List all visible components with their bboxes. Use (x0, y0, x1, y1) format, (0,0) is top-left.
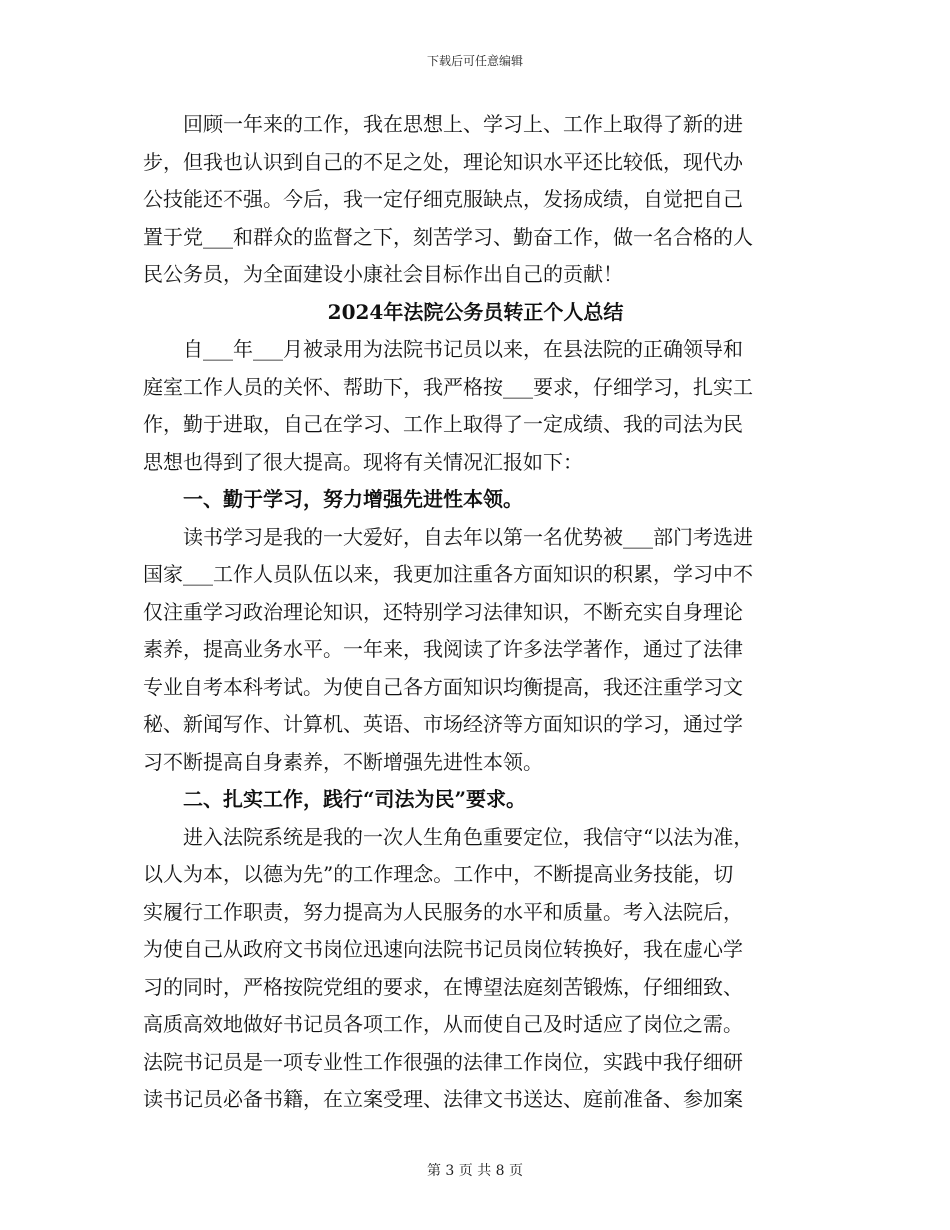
text-line: 思想也得到了很大提高。现将有关情况汇报如下： (143, 449, 583, 474)
document-body (143, 106, 808, 1119)
text-line: 公技能还不强。今后，我一定仔细克服缺点，发扬成绩，自觉把自己 (143, 187, 743, 211)
text-line: 为使自己从政府文书岗位迅速向法院书记员岗位转换好，我在虚心学 (143, 937, 743, 961)
text-line: 作，勤于进取，自己在学习、工作上取得了一定成绩、我的司法为民 (143, 412, 743, 436)
text-line: 国家___工作人员队伍以来，我更加注重各方面知识的积累，学习中不 (143, 562, 753, 586)
text-line: 步，但我也认识到自己的不足之处，理论知识水平还比较低，现代办 (143, 149, 743, 174)
text-line: 读书记员必备书籍，在立案受理、法律文书送达、庭前准备、参加案 (143, 1087, 743, 1111)
text-line: 素养，提高业务水平。一年来，我阅读了许多法学著作，通过了法律 (143, 637, 743, 661)
text-line: 庭室工作人员的关怀、帮助下，我严格按___要求，仔细学习，扎实工 (143, 374, 753, 399)
section-2-paragraph (143, 819, 808, 1119)
text-line: 仅注重学习政治理论知识，还特别学习法律知识，不断充实自身理论 (143, 599, 743, 624)
section-heading-2: 二、扎实工作，践行“司法为民”要求。 (183, 787, 527, 811)
text-line: 置于党___和群众的监督之下，刻苦学习、勤奋工作，做一名合格的人 (143, 224, 753, 249)
text-line: 高质高效地做好书记员各项工作，从而使自己及时适应了岗位之需。 (143, 1012, 743, 1036)
text-line: 民公务员，为全面建设小康社会目标作出自己的贡献！ (143, 262, 623, 286)
text-line: 进入法院系统是我的一次人生角色重要定位，我信守“以法为准， (183, 824, 754, 849)
document-title: 2024年法院公务员转正个人总结 (327, 299, 624, 324)
intro-paragraph (143, 106, 808, 294)
text-line: 以人为本，以德为先”的工作理念。工作中，不断提高业务技能，切 (143, 862, 734, 886)
page-number: 第 3 页 共 8 页 (426, 1163, 524, 1179)
section-1-paragraph (143, 519, 808, 782)
text-line: 习的同时，严格按院党组的要求，在博望法庭刻苦锻炼，仔细细致、 (143, 974, 743, 999)
text-line: 自___年___月被录用为法院书记员以来，在县法院的正确领导和 (183, 337, 743, 361)
text-line: 读书学习是我的一大爱好，自去年以第一名优势被___部门考选进 (183, 524, 753, 549)
text-line: 回顾一年来的工作，我在思想上、学习上、工作上取得了新的进 (183, 112, 743, 136)
text-line: 专业自考本科考试。为使自己各方面知识均衡提高，我还注重学习文 (143, 674, 743, 699)
text-line: 法院书记员是一项专业性工作很强的法律工作岗位，实践中我仔细研 (143, 1049, 743, 1074)
text-line: 习不断提高自身素养，不断增强先进性本领。 (143, 749, 543, 774)
page-header-note: 下载后可任意编辑 (426, 54, 523, 68)
section-heading-1: 一、勤于学习，努力增强先进性本领。 (183, 487, 523, 511)
opening-paragraph (143, 331, 808, 481)
text-line: 实履行工作职责，努力提高为人民服务的水平和质量。考入法院后， (143, 899, 743, 924)
text-line: 秘、新闻写作、计算机、英语、市场经济等方面知识的学习，通过学 (143, 712, 743, 736)
